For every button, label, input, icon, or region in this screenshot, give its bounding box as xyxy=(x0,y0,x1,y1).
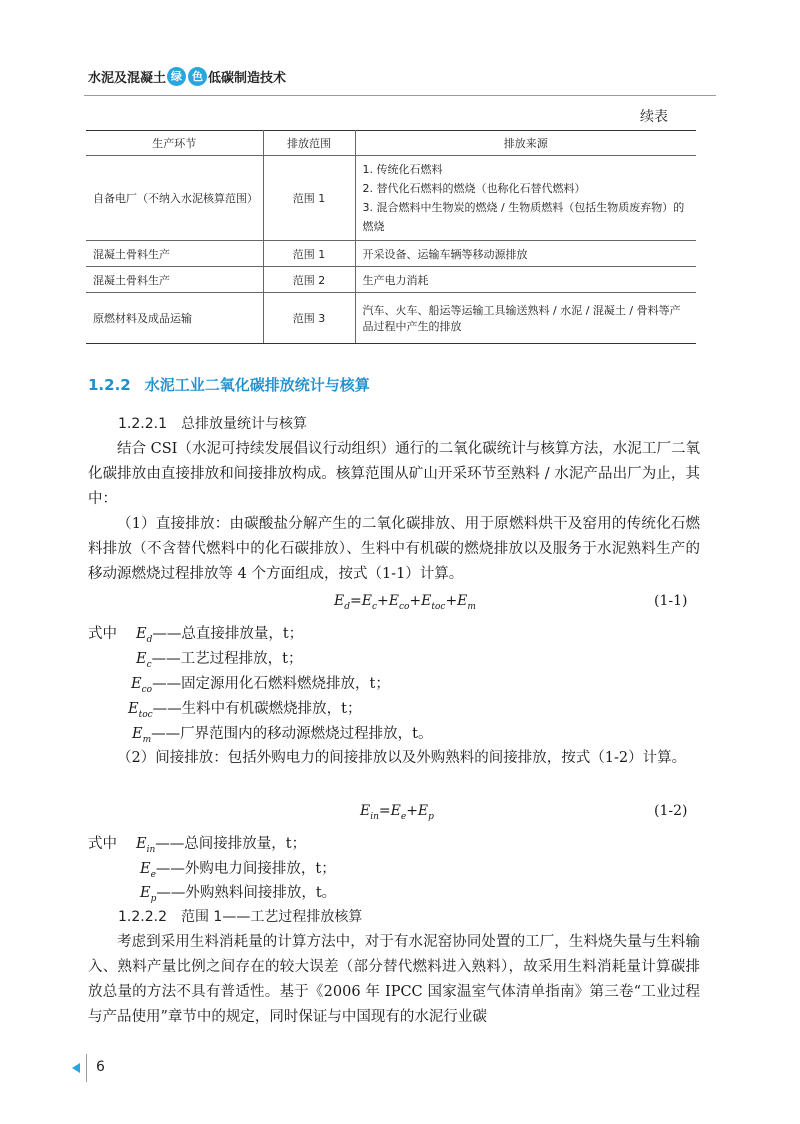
cell-scope: 范围 2 xyxy=(263,267,355,293)
source-item: 1. 传统化石燃料 xyxy=(362,163,443,176)
definition-lead: 式中 xyxy=(88,626,117,642)
page-number: 6 xyxy=(96,1059,105,1075)
formula-number: (1-2) xyxy=(654,803,688,819)
source-item: 2. 替代化石燃料的燃烧（也称化石替代燃料） xyxy=(362,182,586,195)
cell-stage: 自备电厂（不纳入水泥核算范围） xyxy=(86,156,263,241)
cell-stage: 原燃材料及成品运输 xyxy=(86,293,263,344)
paragraph-process-emission: 考虑到采用生料消耗量的计算方法中，对于有水泥窑协同处置的工厂，生料烧失量与生料输入、熟料产量比例之间存在的较大误差（部分替代燃料进入熟料），故采用生料消耗量计算碳排放总量的方法不具有普适性。基于《2006 年 IPCC 国家温室气体清单指南》第三卷“工业过程与产品使用”章节中的规定，同时保证与中国现有的水泥行业碳 xyxy=(88,934,700,1025)
column-header-stage: 生产环节 xyxy=(86,131,263,156)
column-header-scope: 排放范围 xyxy=(263,131,355,156)
definition-item: $E_e——$外购电力间接排放，t； xyxy=(140,861,336,880)
footer-divider xyxy=(86,1054,87,1082)
definition-item: $E_m——$厂界范围内的移动源燃烧过程排放，t。 xyxy=(132,726,433,745)
cell-sources xyxy=(355,156,696,241)
table-row xyxy=(86,267,696,293)
subsection-number: 1.2.2.1 xyxy=(118,416,167,432)
source-item: 3. 混合燃料中生物炭的燃烧 / 生物质燃料（包括生物质废弃物）的燃烧 xyxy=(362,201,685,233)
definition-item: $E_{toc}——$生料中有机碳燃烧排放，t； xyxy=(128,701,362,720)
subsection-title: 总排放量统计与核算 xyxy=(180,416,307,432)
definition-item: $E_{in}——$总间接排放量，t； xyxy=(136,836,307,855)
cell-scope: 范围 3 xyxy=(263,293,355,344)
definition-lead: 式中 xyxy=(88,836,117,852)
header-title-prefix: 水泥及混凝土 xyxy=(88,70,167,86)
subsection-title: 范围 1——工艺过程排放核算 xyxy=(180,909,363,925)
header-divider xyxy=(84,95,716,96)
formula-number: (1-1) xyxy=(654,593,688,609)
table-row xyxy=(86,241,696,267)
header-badge-color: 色 xyxy=(188,67,207,86)
cell-scope: 范围 1 xyxy=(263,156,355,241)
cell-stage: 混凝土骨料生产 xyxy=(86,241,263,267)
paragraph-indirect-emission: （2）间接排放：包括外购电力的间接排放以及外购熟料的间接排放，按式（1-2）计算。 xyxy=(117,750,687,766)
definition-item: $E_d——$总直接排放量，t； xyxy=(136,626,304,645)
subsection-heading xyxy=(118,906,362,926)
header-badge-green: 绿 xyxy=(167,67,186,86)
header-title-suffix: 低碳制造技术 xyxy=(208,70,287,86)
table-header-row xyxy=(86,131,696,156)
section-title: 水泥工业二氧化碳排放统计与核算 xyxy=(144,376,370,394)
cell-sources: 生产电力消耗 xyxy=(355,267,696,293)
section-heading xyxy=(88,374,370,395)
table-continued-label: 续表 xyxy=(640,109,668,125)
cell-scope: 范围 1 xyxy=(263,241,355,267)
subsection-heading xyxy=(118,413,307,433)
table-row xyxy=(86,156,696,241)
definition-item: $E_{co}——$固定源用化石燃料燃烧排放，t； xyxy=(131,676,390,695)
section-number: 1.2.2 xyxy=(88,376,131,394)
table-row xyxy=(86,293,696,344)
cell-stage: 混凝土骨料生产 xyxy=(86,267,263,293)
subsection-number: 1.2.2.2 xyxy=(118,909,167,925)
emissions-table xyxy=(86,130,696,344)
paragraph-direct-emission: （1）直接排放：由碳酸盐分解产生的二氧化碳排放、用于原燃料烘干及窑用的传统化石燃料排放（不含替代燃料中的化石碳排放）、生料中有机碳的燃烧排放以及服务于水泥熟料生产的移动源燃烧过程排放等 4 个方面组成，按式（1-1）计算。 xyxy=(88,516,700,582)
running-header xyxy=(88,64,286,88)
formula-expression: $E_{in}=E_e+E_p$ xyxy=(360,803,434,822)
column-header-source: 排放来源 xyxy=(355,131,696,156)
cell-sources: 汽车、火车、船运等运输工具输送熟料 / 水泥 / 混凝土 / 骨料等产品过程中产生的排放 xyxy=(355,293,696,344)
cell-sources: 开采设备、运输车辆等移动源排放 xyxy=(355,241,696,267)
page-marker-icon xyxy=(72,1063,80,1073)
formula-expression: $E_d=E_c+E_{co}+E_{toc}+E_m$ xyxy=(334,593,476,612)
paragraph-intro: 结合 CSI（水泥可持续发展倡议行动组织）通行的二氧化碳统计与核算方法，水泥工厂二氧化碳排放由直接排放和间接排放构成。核算范围从矿山开采环节至熟料 / 水泥产品出厂为止，其中： xyxy=(88,441,700,507)
definition-item: $E_c——$工艺过程排放，t； xyxy=(136,651,303,670)
definition-item: $E_p——$外购熟料间接排放，t。 xyxy=(140,885,337,904)
